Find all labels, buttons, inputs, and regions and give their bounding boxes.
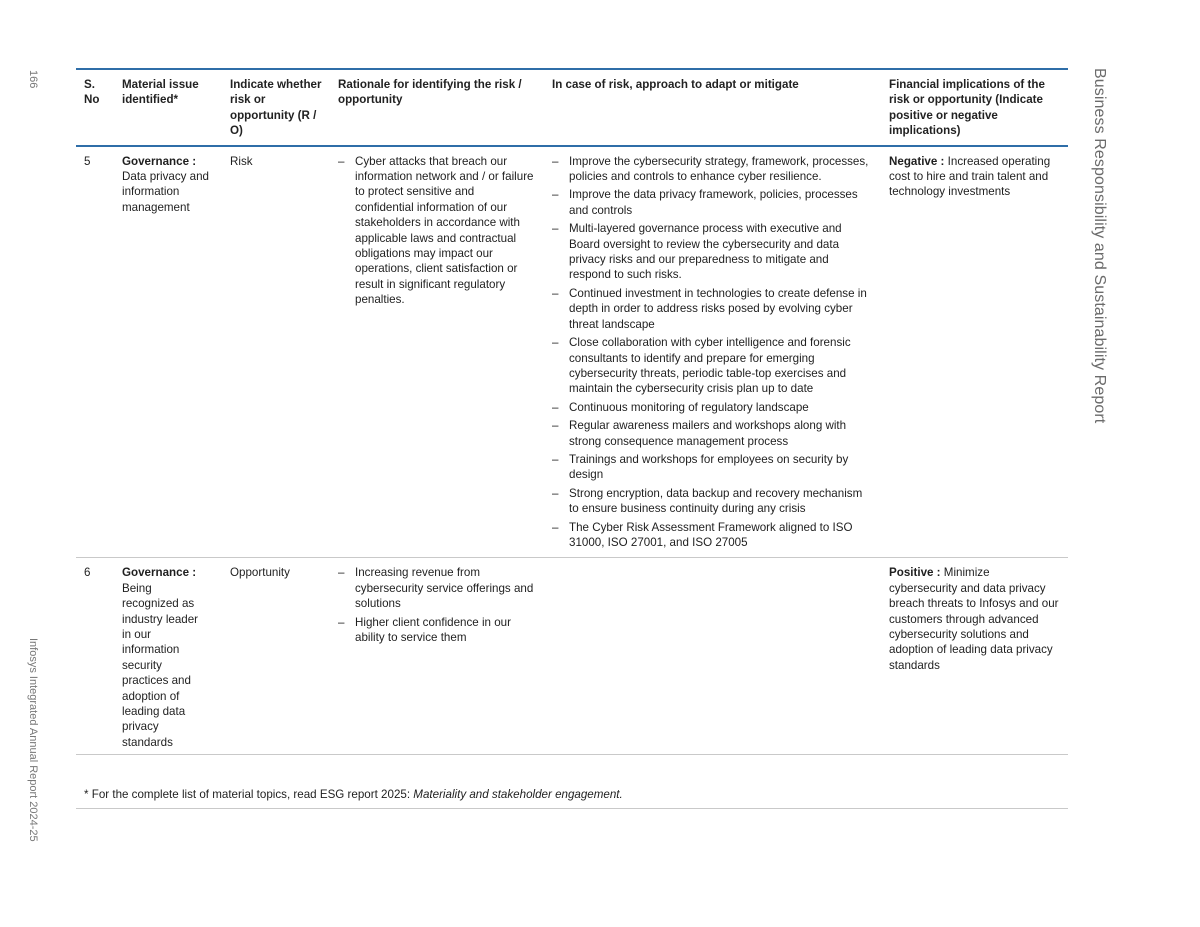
- header-financial-implications: Financial implications of the risk or opportunity (Indicate positive or negative implications): [889, 78, 1045, 138]
- rationale-list: [338, 154, 536, 308]
- cell-financial-implications: [881, 146, 1068, 558]
- material-label: Governance :: [122, 566, 197, 580]
- list-item: – Regular awareness mailers and workshops along with strong consequence management process: [552, 418, 873, 449]
- material-text: Data privacy and information management: [122, 170, 209, 214]
- list-item: – Strong encryption, data backup and recovery mechanism to ensure business continuity during any crisis: [552, 486, 873, 517]
- list-item: – Continuous monitoring of regulatory landscape: [552, 400, 873, 415]
- cell-sno: 5: [84, 154, 91, 168]
- list-item: – Close collaboration with cyber intelligence and forensic consultants to identify and prepare for emerging cybersecurity threats, periodic table-top exercises and maintain the cybersecurity crisis plan up to date: [552, 335, 873, 397]
- list-item: – Multi-layered governance process with executive and Board oversight to review the cybersecurity and data privacy risks and our preparedness to mitigate and respond to such risks.: [552, 221, 873, 283]
- report-title-vertical: Infosys Integrated Annual Report 2024-25: [27, 638, 39, 842]
- table-header-row: [76, 69, 1068, 146]
- header-material-issue: Material issue identified*: [122, 78, 199, 107]
- footnote-link-text: Materiality and stakeholder engagement.: [413, 788, 623, 801]
- cell-rationale: [330, 558, 544, 755]
- material-label: Governance :: [122, 154, 197, 168]
- footnote: [76, 780, 1068, 809]
- approach-list: [552, 154, 873, 551]
- cell-sno: 6: [84, 566, 91, 580]
- cell-rationale: [330, 146, 544, 558]
- header-approach: In case of risk, approach to adapt or mitigate: [552, 78, 799, 91]
- cell-material-issue: [114, 146, 222, 558]
- table-row: [76, 146, 1068, 558]
- financial-label: Positive :: [889, 566, 941, 580]
- list-item: – The Cyber Risk Assessment Framework aligned to ISO 31000, ISO 27001, and ISO 27005: [552, 520, 873, 551]
- cell-approach: [544, 146, 881, 558]
- list-item: – Trainings and workshops for employees on security by design: [552, 452, 873, 483]
- financial-text: Minimize cybersecurity and data privacy breach threats to Infosys and our customers through advanced cybersecurity solutions and adoption of leading data privacy standards: [889, 566, 1059, 672]
- page-number: 166: [27, 70, 39, 89]
- list-item: – Increasing revenue from cybersecurity service offerings and solutions: [338, 565, 536, 611]
- footnote-text: * For the complete list of material topics, read ESG report 2025:: [84, 788, 414, 801]
- cell-financial-implications: [881, 558, 1068, 755]
- rationale-list: [338, 565, 536, 645]
- list-item: – Continued investment in technologies to create defense in depth in order to address risks posed by evolving cyber threat landscape: [552, 286, 873, 332]
- table-row: [76, 558, 1068, 755]
- header-rationale: Rationale for identifying the risk / opportunity: [338, 78, 522, 107]
- list-item: – Improve the cybersecurity strategy, framework, processes, policies and controls to enhance cyber resilience.: [552, 154, 873, 185]
- list-item: – Higher client confidence in our ability to service them: [338, 615, 536, 646]
- cell-risk-or-opportunity: Opportunity: [230, 566, 290, 580]
- cell-approach: [544, 558, 881, 755]
- header-sno: S. No: [84, 78, 100, 107]
- cell-material-issue: [114, 558, 222, 755]
- list-item: – Improve the data privacy framework, policies, processes and controls: [552, 187, 873, 218]
- financial-text: Increased operating cost to hire and train talent and technology investments: [889, 154, 1051, 199]
- section-title-vertical: Business Responsibility and Sustainability Report: [1091, 68, 1108, 424]
- material-issues-table: [76, 68, 1068, 755]
- material-text: Being recognized as industry leader in our information security practices and adoption of leading data privacy standards: [122, 581, 199, 749]
- header-risk-or-opportunity: Indicate whether risk or opportunity (R / O): [230, 78, 322, 138]
- financial-label: Negative :: [889, 154, 945, 168]
- cell-risk-or-opportunity: Risk: [230, 154, 253, 168]
- list-item: – Cyber attacks that breach our information network and / or failure to protect sensitive and confidential information of our stakeholders in accordance with applicable laws and contractual obligations may impact our operations, client satisfaction or result in significant regulatory penalties.: [338, 154, 536, 308]
